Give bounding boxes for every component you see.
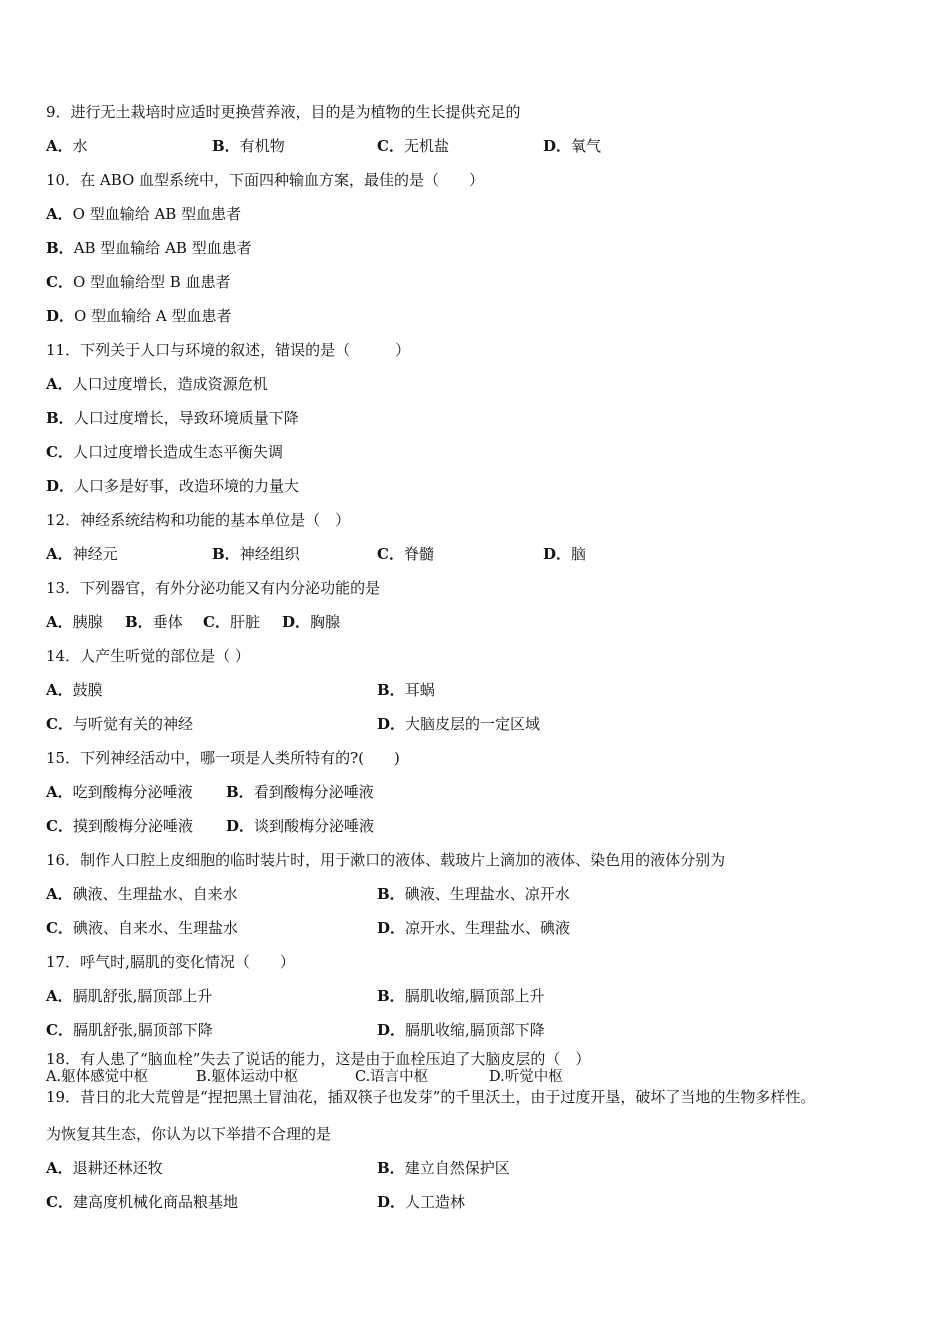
question-9-option-b[interactable]: B．有机物 [212,137,285,155]
question-19-option-c[interactable]: C．建高度机械化商品粮基地 [46,1193,238,1211]
question-13-stem: 13．下列器官，有外分泌功能又有内分泌功能的是 [46,579,381,597]
question-12-option-d[interactable]: D．脑 [543,545,587,563]
question-17-option-c[interactable]: C．膈肌舒张,膈顶部下降 [46,1021,213,1039]
question-16-option-d[interactable]: D．凉开水、生理盐水、碘液 [377,919,571,937]
question-14-option-d[interactable]: D．大脑皮层的一定区域 [377,715,541,733]
question-11-option-c[interactable]: C．人口过度增长造成生态平衡失调 [46,443,283,461]
question-10-option-c[interactable]: C．O 型血输给型 B 血患者 [46,273,231,291]
question-9-stem: 9．进行无土栽培时应适时更换营养液，目的是为植物的生长提供充足的 [46,103,521,121]
question-14-option-b[interactable]: B．耳蜗 [377,681,435,699]
question-16-option-a[interactable]: A．碘液、生理盐水、自来水 [46,885,238,903]
question-15-option-b[interactable]: B．看到酸梅分泌唾液 [226,783,374,801]
question-13-option-b[interactable]: B．垂体 [125,613,183,631]
question-9-option-c[interactable]: C．无机盐 [377,137,449,155]
question-17-stem: 17．呼气时,膈肌的变化情况（ ） [46,953,295,971]
question-16-option-c[interactable]: C．碘液、自来水、生理盐水 [46,919,238,937]
question-11-stem: 11．下列关于人口与环境的叙述，错误的是（ ） [46,341,411,359]
question-19-option-a[interactable]: A．退耕还林还牧 [46,1159,163,1177]
question-14-stem: 14．人产生听觉的部位是（ ） [46,647,250,665]
question-9-option-d[interactable]: D．氧气 [543,137,602,155]
question-19-stem-line-2: 为恢复其生态，你认为以下举措不合理的是 [46,1125,332,1143]
question-16-option-b[interactable]: B．碘液、生理盐水、凉开水 [377,885,570,903]
question-12-option-a[interactable]: A．神经元 [46,545,118,563]
question-13-option-d[interactable]: D．胸腺 [282,613,341,631]
question-15-stem: 15．下列神经活动中，哪一项是人类所特有的?( ) [46,749,400,767]
question-12-stem: 12．神经系统结构和功能的基本单位是（ ） [46,511,351,529]
question-9-option-a[interactable]: A．水 [46,137,88,155]
question-10-option-b[interactable]: B．AB 型血输给 AB 型血患者 [46,239,252,257]
question-10-stem: 10．在 ABO 血型系统中，下面四种输血方案，最佳的是（ ） [46,171,485,189]
question-11-option-d[interactable]: D．人口多是好事，改造环境的力量大 [46,477,300,495]
question-18-option-c[interactable]: C.语言中枢 [355,1069,429,1085]
question-10-option-d[interactable]: D．O 型血输给 A 型血患者 [46,307,232,325]
question-19-option-d[interactable]: D．人工造林 [377,1193,466,1211]
question-15-option-d[interactable]: D．谈到酸梅分泌唾液 [226,817,375,835]
question-12-option-b[interactable]: B．神经组织 [212,545,300,563]
question-17-option-d[interactable]: D．膈肌收缩,膈顶部下降 [377,1021,545,1039]
question-11-option-a[interactable]: A．人口过度增长，造成资源危机 [46,375,268,393]
question-13-option-a[interactable]: A．胰腺 [46,613,103,631]
question-15-option-a[interactable]: A．吃到酸梅分泌唾液 [46,783,193,801]
question-15-option-c[interactable]: C．摸到酸梅分泌唾液 [46,817,193,835]
question-18-option-d[interactable]: D.听觉中枢 [489,1069,563,1085]
question-14-option-a[interactable]: A．鼓膜 [46,681,103,699]
question-19-option-b[interactable]: B．建立自然保护区 [377,1159,510,1177]
question-18-option-a[interactable]: A.躯体感觉中枢 [46,1069,149,1085]
question-12-option-c[interactable]: C．脊髓 [377,545,434,563]
question-17-option-b[interactable]: B．膈肌收缩,膈顶部上升 [377,987,545,1005]
question-11-option-b[interactable]: B．人口过度增长，导致环境质量下降 [46,409,299,427]
question-14-option-c[interactable]: C．与听觉有关的神经 [46,715,193,733]
question-16-stem: 16．制作人口腔上皮细胞的临时装片时，用于漱口的液体、载玻片上滴加的液体、染色用的液体分别为 [46,851,726,869]
question-18-stem: 18．有人患了“脑血栓”失去了说话的能力，这是由于血栓压迫了大脑皮层的（ ） [46,1050,591,1068]
question-17-option-a[interactable]: A．膈肌舒张,膈顶部上升 [46,987,213,1005]
question-19-stem-line-1: 19．昔日的北大荒曾是“捏把黑土冒油花，插双筷子也发芽”的千里沃土，由于过度开垦，破坏了当地的生物多样性。 [46,1088,816,1106]
question-10-option-a[interactable]: A．O 型血输给 AB 型血患者 [46,205,242,223]
question-13-option-c[interactable]: C．肝脏 [203,613,260,631]
question-18-option-b[interactable]: B.躯体运动中枢 [196,1069,299,1085]
